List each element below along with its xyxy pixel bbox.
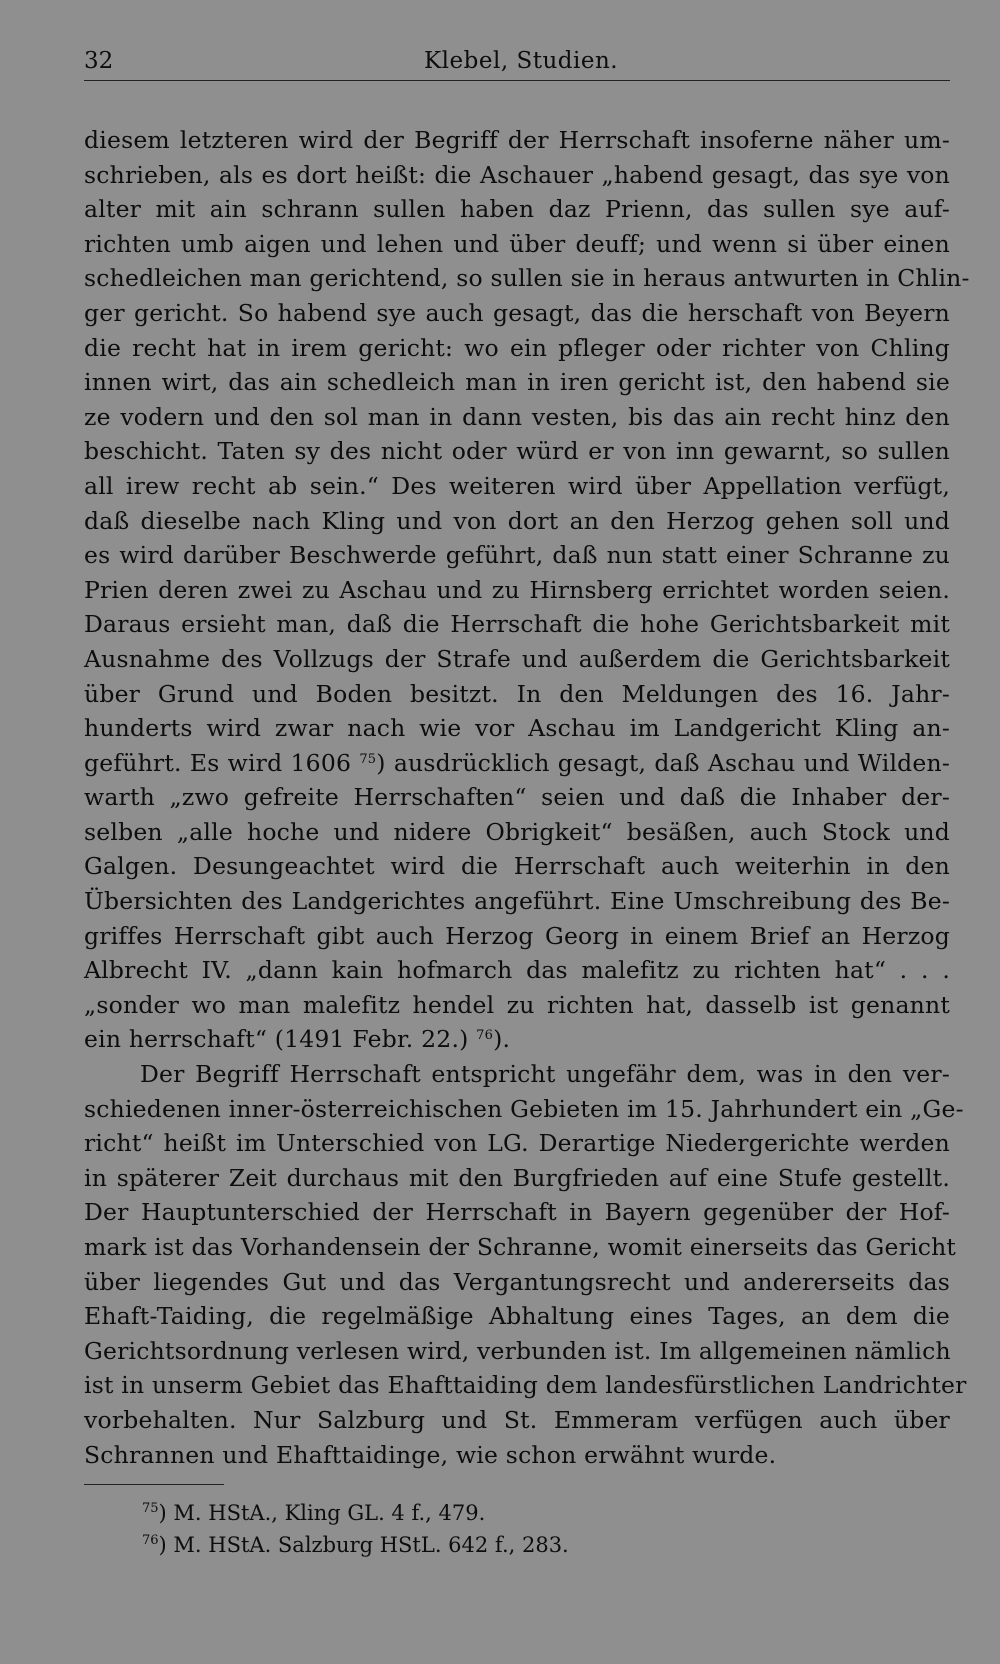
footnote-reference[interactable]: 76: [476, 1028, 494, 1044]
text-line: schrieben, als es dort heißt: die Aschauer „habend gesagt, das sye von: [84, 160, 950, 189]
paragraph-1: [84, 123, 970, 1057]
text-segment: geführt. Es wird 1606: [84, 748, 352, 777]
page: [84, 46, 970, 1561]
text-line: Übersichten des Landgerichtes angeführt. Eine Umschreibung des Be-: [84, 887, 950, 916]
text-line: Ausnahme des Vollzugs der Strafe und außerdem die Gerichtsbarkeit: [84, 644, 950, 673]
text-line: ze vodern und den sol man in dann vesten, bis das ain recht hinz den: [84, 402, 950, 431]
text-line: Der Begriff Herrschaft entspricht ungefähr dem, was in den ver-: [140, 1060, 950, 1089]
text-line: mark ist das Vorhandensein der Schranne, womit einerseits das Gericht: [84, 1233, 957, 1261]
text-line: vorbehalten. Nur Salzburg und St. Emmeram verfügen auch über: [84, 1405, 950, 1434]
text-line: griffes Herrschaft gibt auch Herzog Georg in einem Brief an Herzog: [84, 921, 950, 950]
text-line-with-footnote: [84, 746, 950, 781]
footnote-text: ) M. HStA. Salzburg HStL. 642 f., 283.: [158, 1533, 569, 1558]
text-line: über Grund und Boden besitzt. In den Meldungen des 16. Jahr-: [84, 679, 950, 708]
text-line: Albrecht IV. „dann kain hofmarch das malefitz zu richten hat“ . . .: [84, 956, 950, 985]
text-line: selben „alle hoche und nidere Obrigkeit“ besäßen, auch Stock und: [84, 817, 950, 846]
footnote-75: [84, 1497, 950, 1529]
footnotes: [84, 1497, 950, 1561]
text-line: Galgen. Desungeachtet wird die Herrschaft auch weiterhin in den: [84, 852, 950, 881]
text-line: richt“ heißt im Unterschied von LG. Derartige Niedergerichte werden: [84, 1129, 950, 1158]
text-line: Schrannen und Ehafttaidinge, wie schon erwähnt wurde.: [84, 1440, 777, 1469]
text-segment: ein herrschaft“ (1491 Febr. 22.): [84, 1025, 469, 1054]
text-segment: ) ausdrücklich gesagt, daß Aschau und Wilden-: [376, 748, 950, 777]
text-line: die recht hat in irem gericht: wo ein pfleger oder richter von Chling: [84, 333, 950, 362]
text-line: warth „zwo gefreite Herrschaften“ seien und daß die Inhaber der-: [84, 783, 950, 812]
text-line: diesem letzteren wird der Begriff der Herrschaft insoferne näher um-: [84, 126, 950, 154]
text-line: hunderts wird zwar nach wie vor Aschau im Landgericht Kling an-: [84, 714, 950, 743]
text-line: Prien deren zwei zu Aschau und zu Hirnsberg errichtet worden seien.: [84, 575, 950, 604]
text-line: daß dieselbe nach Kling und von dort an den Herzog gehen soll und: [84, 506, 950, 535]
text-line: alter mit ain schrann sullen haben daz Prienn, das sullen sye auf-: [84, 195, 950, 224]
text-line: es wird darüber Beschwerde geführt, daß nun statt einer Schranne zu: [84, 541, 950, 570]
text-line: ist in unserm Gebiet das Ehafttaiding dem landesfürstlichen Landrichter: [84, 1371, 967, 1400]
text-line: Gerichtsordnung verlesen wird, verbunden ist. Im allgemeinen nämlich: [84, 1336, 951, 1365]
footnote-76: [84, 1529, 950, 1561]
text-segment: ).: [493, 1025, 511, 1054]
text-line-with-footnote: [84, 1022, 950, 1057]
page-header: [84, 46, 950, 81]
text-line: „sonder wo man malefitz hendel zu richten hat, dasselb ist genannt: [84, 990, 950, 1019]
text-line: innen wirt, das ain schedleich man in iren gericht ist, den habend sie: [84, 368, 950, 397]
text-line: Ehaft-Taiding, die regelmäßige Abhaltung eines Tages, an dem die: [84, 1302, 950, 1331]
text-line: schedleichen man gerichtend, so sullen sie in heraus antwurten in Chlin-: [84, 264, 970, 293]
text-line: Der Hauptunterschied der Herrschaft in Bayern gegenüber der Hof-: [84, 1198, 950, 1227]
footnote-divider: [84, 1484, 224, 1485]
text-line: all irew recht ab sein.“ Des weiteren wird über Appellation verfügt,: [84, 471, 950, 500]
text-line: ger gericht. So habend sye auch gesagt, das die herschaft von Beyern: [84, 298, 950, 327]
text-line: richten umb aigen und lehen und über deuff; und wenn si über einen: [84, 229, 950, 258]
text-line: beschicht. Taten sy des nicht oder würd er von inn gewarnt, so sullen: [84, 437, 950, 466]
page-number: 32: [84, 48, 114, 74]
text-line: schiedenen inner-österreichischen Gebieten im 15. Jahrhundert ein „Ge-: [84, 1094, 964, 1123]
footnote-number: 76: [142, 1533, 159, 1549]
text-line: Daraus ersieht man, daß die Herrschaft die hohe Gerichtsbarkeit mit: [84, 610, 950, 639]
body-text: [84, 123, 970, 1472]
text-line: über liegendes Gut und das Vergantungsrecht und andererseits das: [84, 1267, 950, 1296]
text-line: in späterer Zeit durchaus mit den Burgfrieden auf eine Stufe gestellt.: [84, 1163, 950, 1192]
footnote-number: 75: [142, 1501, 159, 1517]
footnote-text: ) M. HStA., Kling GL. 4 f., 479.: [158, 1501, 486, 1526]
footnote-reference[interactable]: 75: [359, 751, 377, 767]
paragraph-2: [84, 1057, 967, 1472]
running-title: Klebel, Studien.: [424, 48, 619, 74]
